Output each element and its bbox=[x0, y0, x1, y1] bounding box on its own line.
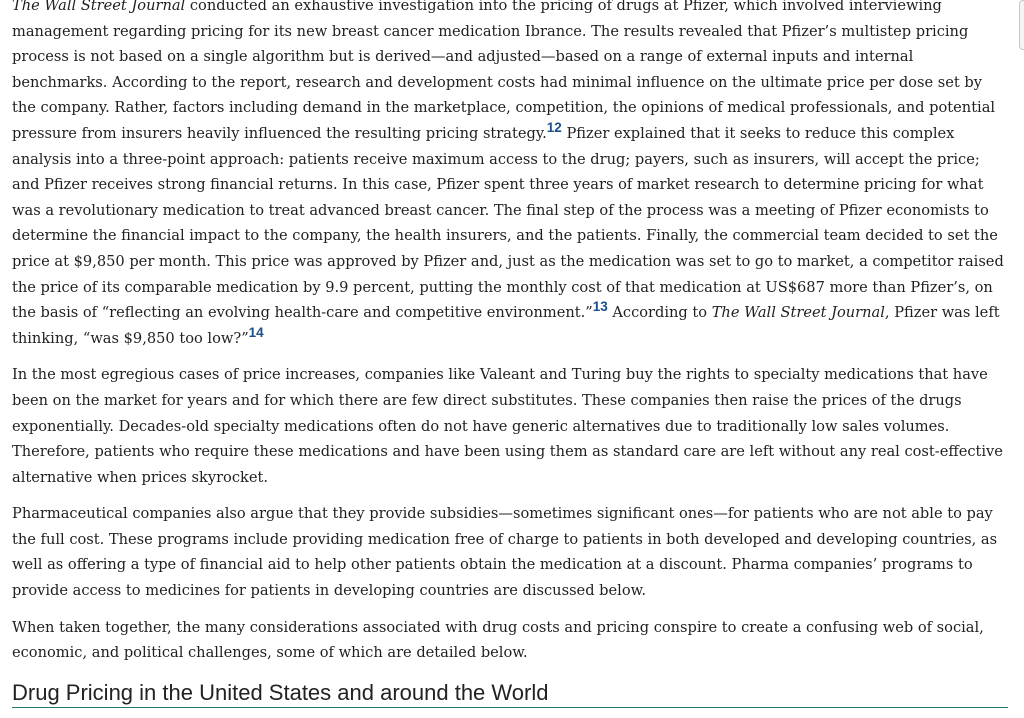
section-heading: Drug Pricing in the United States and around the World bbox=[12, 679, 1008, 708]
scrollbar-edge[interactable] bbox=[1019, 0, 1024, 50]
paragraph-subsidies: Pharmaceutical companies also argue that they provide subsidies—sometimes significant ones—for patients who are not able to pay the full cost. These programs include providing medication free of charge to patients in both developed and developing countries, as well as offering a type of financial aid to help other patients obtain the medication at a discount. Pharma companies’ programs to provide access to medicines for patients in developing countries are discussed below. bbox=[12, 505, 998, 600]
footnote-link[interactable]: 12 bbox=[546, 120, 562, 136]
paragraph-text: , Pfizer was left thinking, “was $9,850 too low?” bbox=[12, 304, 1000, 347]
publication-citation: The Wall Street Journal bbox=[711, 304, 885, 322]
article-body bbox=[12, 0, 1006, 666]
paragraph-price-increases: In the most egregious cases of price increases, companies like Valeant and Turing buy the rights to specialty medications that have been on the market for years and for which there are few direct substitutes. These companies then raise the prices of the drugs exponentially. Decades-old specialty medications often do not have generic alternatives due to traditionally low sales volumes. Therefore, patients who require these medications and have been using them as standard care are left without any real cost-effective alternative when prices skyrocket. bbox=[12, 366, 1003, 486]
footnote-link[interactable]: 14 bbox=[248, 324, 264, 340]
paragraph-text: conducted an exhaustive investigation into the pricing of drugs at Pfizer, which involved interviewing management regarding pricing for its new breast cancer medication Ibrance. The results revealed that Pfizer’s multistep pricing process is not based on a single algorithm but is derived—and adjusted—based on a range of external inputs and internal benchmarks. According to the report, research and development costs had minimal influence on the ultimate price per dose set by the company. Rather, factors including demand in the marketplace, competition, the opinions of medical professionals, and potential pressure from insurers heavily influenced the resulting pricing strategy. bbox=[12, 0, 996, 142]
paragraph-text: Pfizer explained that it seeks to reduce this complex analysis into a three-point approach: patients receive maximum access to the drug; payers, such as insurers, will accept the price; and Pfizer receives strong financial returns. In this case, Pfizer spent three years of market research to determine pricing for what was a revolutionary medication to treat advanced breast cancer. The final step of the process was a meeting of Pfizer economists to determine the financial impact to the company, the health insurers, and the patients. Finally, the commercial team decided to set the price at $9,850 per month. This price was approved by Pfizer and, just as the medication was set to go to market, a competitor raised the price of its comparable medication by 9.9 percent, putting the monthly cost of that medication at US$687 more than Pfizer’s, on the basis of “reflecting an evolving health-care and competitive environment.” bbox=[12, 124, 1004, 322]
publication-citation: The Wall Street Journal bbox=[12, 0, 186, 14]
paragraph-conclusion: When taken together, the many considerations associated with drug costs and pricing conspire to create a confusing web of social, economic, and political challenges, some of which are detailed below. bbox=[12, 618, 984, 662]
footnote-link[interactable]: 13 bbox=[592, 299, 608, 315]
paragraph-text: According to bbox=[607, 304, 712, 322]
paragraph-pfizer-pricing bbox=[12, 0, 1006, 351]
